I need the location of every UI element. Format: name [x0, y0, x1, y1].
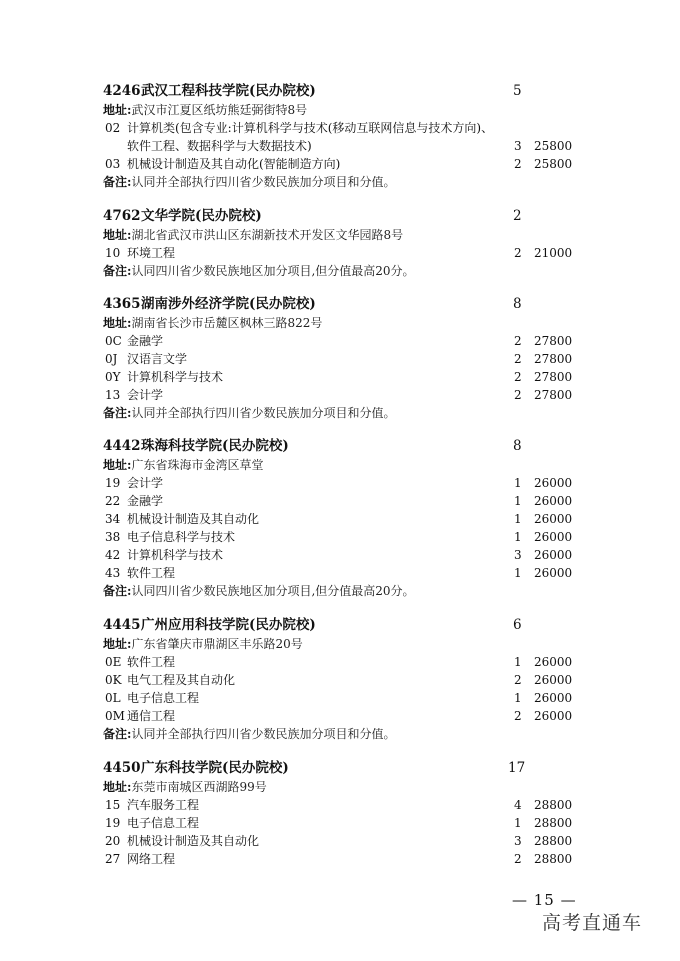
- school-name: 武汉工程科技学院(民办院校): [141, 83, 316, 99]
- school-address: [103, 101, 603, 119]
- note-value: 认同并全部执行四川省少数民族加分项目和分值。: [131, 175, 396, 189]
- school-note: [103, 404, 603, 422]
- note-label: 备注:: [103, 406, 132, 420]
- major-count: 1: [514, 476, 522, 490]
- major-row: [103, 492, 603, 510]
- major-code: 02: [105, 121, 121, 135]
- major-fee: 25800: [534, 139, 573, 153]
- major-code: 43: [105, 566, 121, 580]
- school-code: 4450: [103, 760, 141, 776]
- school-note: [103, 173, 603, 191]
- major-name: 计算机科学与技术: [127, 548, 224, 562]
- major-row: [103, 332, 603, 350]
- major-fee: 26000: [534, 673, 573, 687]
- major-name: 电子信息工程: [127, 816, 200, 830]
- school-address: [103, 778, 603, 796]
- major-row: [103, 707, 603, 725]
- major-row: [103, 119, 603, 137]
- major-row: [103, 474, 603, 492]
- major-fee: 28800: [534, 798, 573, 812]
- major-name: 计算机类(包含专业:计算机科学与技术(移动互联网信息与技术方向)、: [127, 121, 494, 135]
- school-name: 珠海科技学院(民办院校): [141, 438, 289, 454]
- major-fee: 26000: [534, 655, 573, 669]
- major-name: 环境工程: [127, 246, 176, 260]
- major-count: 2: [514, 852, 522, 866]
- major-row: [103, 814, 603, 832]
- major-row: [103, 368, 603, 386]
- major-row: [103, 244, 603, 262]
- major-count: 2: [514, 334, 522, 348]
- address-value: 武汉市江夏区纸坊熊廷弼街特8号: [131, 103, 308, 117]
- address-value: 广东省珠海市金湾区草堂: [131, 458, 264, 472]
- school-note: [103, 725, 603, 743]
- major-fee: 26000: [534, 691, 573, 705]
- major-count: 2: [514, 709, 522, 723]
- major-code: 0Y: [105, 370, 121, 384]
- major-code: 19: [105, 816, 121, 830]
- address-value: 湖北省武汉市洪山区东湖新技术开发区文华园路8号: [131, 228, 404, 242]
- major-row: [103, 386, 603, 404]
- school-quota: 5: [513, 83, 522, 99]
- major-row: [103, 350, 603, 368]
- major-code: 0C: [105, 334, 122, 348]
- major-code: 22: [105, 494, 121, 508]
- major-count: 2: [514, 388, 522, 402]
- major-fee: 26000: [534, 530, 573, 544]
- school-quota: 8: [513, 438, 522, 454]
- major-count: 4: [514, 798, 522, 812]
- major-fee: 25800: [534, 157, 573, 171]
- major-code: 42: [105, 548, 121, 562]
- major-fee: 26000: [534, 494, 573, 508]
- major-fee: 28800: [534, 852, 573, 866]
- major-name: 会计学: [127, 388, 164, 402]
- major-count: 2: [514, 157, 522, 171]
- major-row: [103, 850, 603, 868]
- school-address: [103, 635, 603, 653]
- address-label: 地址:: [103, 316, 132, 330]
- watermark: 高考直通车: [542, 912, 643, 934]
- major-name: 机械设计制造及其自动化(智能制造方向): [127, 157, 341, 171]
- major-code: 10: [105, 246, 121, 260]
- major-count: 3: [514, 139, 522, 153]
- school-quota: 6: [513, 617, 522, 633]
- major-count: 1: [514, 530, 522, 544]
- major-code: 0M: [105, 709, 125, 723]
- major-fee: 27800: [534, 370, 573, 384]
- address-value: 广东省肇庆市鼎湖区丰乐路20号: [131, 637, 303, 651]
- major-fee: 27800: [534, 388, 573, 402]
- major-count: 1: [514, 512, 522, 526]
- address-value: 湖南省长沙市岳麓区枫林三路822号: [131, 316, 323, 330]
- address-label: 地址:: [103, 780, 132, 794]
- school-block: [103, 294, 603, 422]
- school-code: 4365: [103, 296, 141, 312]
- major-row: [103, 832, 603, 850]
- major-row: [103, 510, 603, 528]
- school-name: 文华学院(民办院校): [141, 208, 262, 224]
- major-name: 通信工程: [127, 709, 176, 723]
- major-count: 2: [514, 673, 522, 687]
- school-quota: 8: [513, 296, 522, 312]
- major-name: 电子信息工程: [127, 691, 200, 705]
- major-name: 软件工程: [127, 655, 176, 669]
- major-name: 汽车服务工程: [127, 798, 200, 812]
- major-row: [103, 137, 603, 155]
- school-name: 广东科技学院(民办院校): [141, 760, 289, 776]
- major-code: 0J: [105, 352, 118, 366]
- school-code: 4445: [103, 617, 141, 633]
- major-fee: 27800: [534, 352, 573, 366]
- major-row: [103, 671, 603, 689]
- major-fee: 27800: [534, 334, 573, 348]
- major-code: 0K: [105, 673, 122, 687]
- school-header: [103, 81, 603, 101]
- school-name: 湖南涉外经济学院(民办院校): [141, 296, 316, 312]
- major-code: 27: [105, 852, 121, 866]
- school-block: [103, 206, 603, 280]
- major-count: 1: [514, 691, 522, 705]
- major-code: 38: [105, 530, 121, 544]
- major-row: [103, 653, 603, 671]
- major-count: 2: [514, 352, 522, 366]
- school-block: [103, 615, 603, 743]
- major-fee: 26000: [534, 512, 573, 526]
- major-row: [103, 564, 603, 582]
- address-label: 地址:: [103, 228, 132, 242]
- note-label: 备注:: [103, 727, 132, 741]
- note-value: 认同四川省少数民族地区加分项目,但分值最高20分。: [131, 584, 415, 598]
- major-code: 15: [105, 798, 121, 812]
- major-code: 03: [105, 157, 121, 171]
- major-count: 1: [514, 566, 522, 580]
- major-row: [103, 155, 603, 173]
- major-name: 会计学: [127, 476, 164, 490]
- major-fee: 26000: [534, 548, 573, 562]
- major-row: [103, 546, 603, 564]
- school-note: [103, 262, 603, 280]
- page-number: — 15 —: [512, 891, 577, 909]
- address-label: 地址:: [103, 458, 132, 472]
- major-name: 机械设计制造及其自动化: [127, 512, 260, 526]
- major-row: [103, 689, 603, 707]
- school-block: [103, 758, 603, 868]
- address-value: 东莞市南城区西湖路99号: [131, 780, 267, 794]
- major-name: 电气工程及其自动化: [127, 673, 236, 687]
- major-fee: 28800: [534, 816, 573, 830]
- major-code: 0L: [105, 691, 121, 705]
- major-code: 13: [105, 388, 121, 402]
- school-quota: 17: [508, 760, 526, 776]
- major-fee: 26000: [534, 476, 573, 490]
- note-value: 认同四川省少数民族地区加分项目,但分值最高20分。: [131, 264, 415, 278]
- major-fee: 26000: [534, 709, 573, 723]
- major-count: 2: [514, 370, 522, 384]
- major-name: 机械设计制造及其自动化: [127, 834, 260, 848]
- major-code: 19: [105, 476, 121, 490]
- note-value: 认同并全部执行四川省少数民族加分项目和分值。: [131, 727, 396, 741]
- note-label: 备注:: [103, 264, 132, 278]
- major-count: 1: [514, 494, 522, 508]
- major-name: 电子信息科学与技术: [127, 530, 236, 544]
- school-code: 4762: [103, 208, 141, 224]
- major-name: 金融学: [127, 494, 164, 508]
- school-header: [103, 294, 603, 314]
- school-address: [103, 314, 603, 332]
- major-row: [103, 528, 603, 546]
- school-address: [103, 226, 603, 244]
- major-count: 1: [514, 816, 522, 830]
- major-code: 0E: [105, 655, 122, 669]
- address-label: 地址:: [103, 637, 132, 651]
- school-header: [103, 758, 603, 778]
- school-block: [103, 81, 603, 191]
- major-count: 2: [514, 246, 522, 260]
- major-fee: 21000: [534, 246, 573, 260]
- school-note: [103, 582, 603, 600]
- major-name: 软件工程、数据科学与大数据技术): [127, 139, 312, 153]
- school-header: [103, 436, 603, 456]
- school-header: [103, 206, 603, 226]
- note-label: 备注:: [103, 175, 132, 189]
- major-name: 软件工程: [127, 566, 176, 580]
- major-name: 计算机科学与技术: [127, 370, 224, 384]
- major-code: 20: [105, 834, 121, 848]
- major-name: 汉语言文学: [127, 352, 188, 366]
- note-label: 备注:: [103, 584, 132, 598]
- school-quota: 2: [513, 208, 522, 224]
- major-fee: 26000: [534, 566, 573, 580]
- major-count: 1: [514, 655, 522, 669]
- school-block: [103, 436, 603, 600]
- school-header: [103, 615, 603, 635]
- school-code: 4246: [103, 83, 141, 99]
- major-count: 3: [514, 834, 522, 848]
- school-code: 4442: [103, 438, 141, 454]
- major-row: [103, 796, 603, 814]
- major-name: 网络工程: [127, 852, 176, 866]
- major-count: 3: [514, 548, 522, 562]
- major-fee: 28800: [534, 834, 573, 848]
- school-address: [103, 456, 603, 474]
- major-code: 34: [105, 512, 121, 526]
- school-name: 广州应用科技学院(民办院校): [141, 617, 316, 633]
- note-value: 认同并全部执行四川省少数民族加分项目和分值。: [131, 406, 396, 420]
- major-name: 金融学: [127, 334, 164, 348]
- address-label: 地址:: [103, 103, 132, 117]
